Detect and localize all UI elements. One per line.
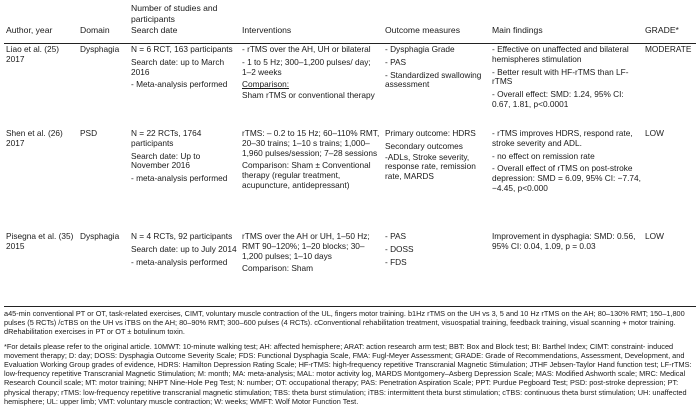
row-interventions: - rTMS over the AH, UH or bilateral - 1 to 5 Hz; 300–1,200 pulses/ day; 1–2 weeks Comparison: Sham rTMS or conventional therapy	[242, 44, 375, 101]
row-domain: Dysphagia	[80, 44, 120, 54]
header-outcomes: Outcome measures	[385, 25, 460, 35]
row-findings: - rTMS improves HDRS, respond rate, stroke severity and ADL. - no effect on remission rate - Overall effect of rTMS on post-stroke depression: SMD = 6.09, 95% CI: −7.74, −4.45, p<0.000	[492, 128, 641, 193]
row-outcomes: - Dysphagia Grade - PAS - Standardized swallowing assessment	[385, 44, 482, 90]
row-findings: - Effective on unaffected and bilateral hemispheres stimulation - Better result with HF-rTMS than LF-rTMS - Overall effect: SMD: 1.24, 95% CI: 0.67, 1.81, p<0.0001	[492, 44, 629, 109]
header-interventions: Interventions	[242, 25, 292, 35]
row-grade: LOW	[645, 231, 664, 241]
row-domain: Dysphagia	[80, 231, 120, 241]
row-author: Shen et al. (26) 2017	[6, 128, 63, 148]
row-interventions: rTMS over the AH or UH, 1–50 Hz; RMT 90–120%; 1–20 blocks; 30–1,200 pulses; 1–10 days Comparison: Sham	[242, 231, 370, 274]
header-search: Search date	[131, 25, 178, 35]
table-bottom-rule	[4, 306, 696, 307]
header-author: Author, year	[6, 25, 53, 35]
row-studies: N = 22 RCTs, 1764 participants Search date: Up to November 2016 - meta-analysis performed	[131, 128, 228, 184]
header-domain: Domain	[80, 25, 110, 35]
row-studies: N = 6 RCT, 163 participants Search date: up to March 2016 - Meta-analysis performed	[131, 44, 233, 90]
row-interventions: rTMS: – 0.2 to 15 Hz; 60–110% RMT, 20–30 trains; 1–10 s trains; 1,000–1,960 pulses/session; 7–28 sessions Comparison: Sham ± Conventional therapy (regular treatment, acupuncture, antidepressant)	[242, 128, 380, 190]
row-outcomes: - PAS - DOSS - FDS	[385, 231, 414, 267]
header-grade: GRADE*	[645, 25, 679, 35]
footnote-abbreviations: *For details please refer to the original article. 10MWT: 10-minute walking test; AH: affected hemisphere; ARAT: action research arm test; BBT: Box and Block test; BI: Barthel Index; CIMT: constraint- induced movement therapy; D: day; DOSS: Dysphagia Outcome Severity Scale; FDS: Functional Dysphagia Scale, FMA: Fugl-Meyer Assessment; GRADE: Grade of Recommendations, Assessment, Development, and Evaluation Working Group grades of evidence, HDRS: Hamilton Depression Rating Scale; HF-rTMS: high-frequency repetitive Transcranial Magnetic Stimulation; JTHF Jebsen-Taylor Hand function test; LF-rTMS: low-frequency repetitive Transcranial Magnetic Stimulation; M: month; MA: meta-analysis; MAL: motor activity log, MARDS Montgomery–Asberg Depression Scale; MAS: Modified Ashworth scale; MRC: Medical Research Council scale; MT: motor training; NHPT Nine-Hole Peg Test; N: number; OT: occupational therapy; PAS: Penetration Aspiration Scale; PPT: Purdue Pegboard Test; PSD: post-stroke depression; PT: physical therapy; rTMS: low-frequency repetitive transcranial magnetic stimulation; TBS: theta burst stimulation; iTBS: intermittent theta burst stimulation; cTBS: continuous theta burst stimulation; UH: unaffected hemisphere; UL: upper limb; VMT: voluntary muscle contraction; W: weeks; WMFT: Wolf Motor Function Test.	[4, 341, 692, 406]
footnote-superscripts: a45-min conventional PT or OT, task-related exercises, CIMT, voluntary muscle contraction of the UL, fingers motor training. b1Hz rTMS on the UH vs 3, 5 and 10 Hz rTMS on the AH; 80–130% RMT; 150–1,800 pulses (5 RCTs) /cTBS on the UH vs iTBS on the AH; 80–90% RMT; 300–600 pulses (4 RCTs). cConventional rehabilitation treatment, visuospatial training, feedback training, visual scanning + motor training. dRehabilitation exercises in PT or OT ± botulinum toxin.	[4, 309, 685, 337]
row-author: Pisegna et al. (35) 2015	[6, 231, 74, 251]
row-domain: PSD	[80, 128, 98, 138]
table-footnotes	[4, 309, 696, 406]
row-grade: LOW	[645, 128, 664, 138]
row-grade: MODERATE	[645, 44, 692, 54]
table-header	[4, 3, 696, 44]
row-studies: N = 4 RCTs, 92 participants Search date: up to July 2014 - meta-analysis performed	[131, 231, 237, 267]
header-findings: Main findings	[492, 25, 543, 35]
row-findings: Improvement in dysphagia: SMD: 0.56, 95% CI: 0.04, 1.09, p = 0.03	[492, 231, 636, 251]
row-author: Liao et al. (25) 2017	[6, 44, 60, 64]
row-outcomes: Primary outcome: HDRS Secondary outcomes -ADLs, Stroke severity, response rate, remission rate, MARDS	[385, 128, 476, 182]
header-studies: Number of studies and participants	[131, 3, 218, 24]
